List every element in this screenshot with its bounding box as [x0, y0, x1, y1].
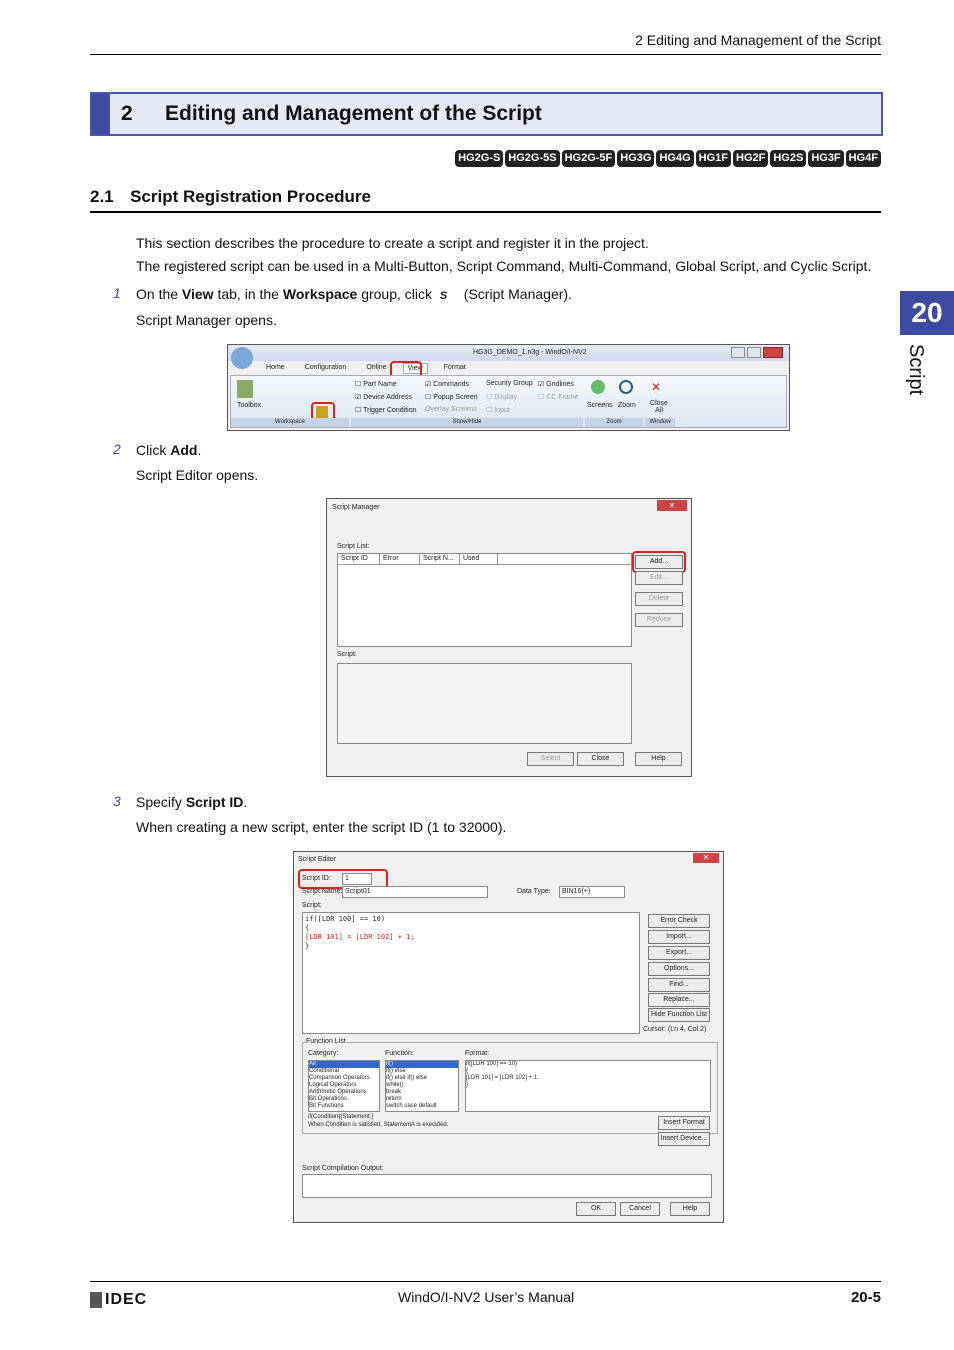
add-button-highlight	[632, 551, 686, 573]
chapter-label: Script	[905, 344, 927, 396]
col-script-id[interactable]: Script ID	[338, 554, 380, 564]
list-item[interactable]: Comparison Operators	[309, 1075, 370, 1081]
page-number: 20-5	[850, 1289, 881, 1306]
model-badge: HG2G-5S	[505, 150, 559, 167]
col-script-name[interactable]: Script N...	[420, 554, 460, 564]
screens-button[interactable]: Screens	[587, 402, 613, 409]
hide-function-list-button[interactable]: Hide Function List	[648, 1008, 710, 1022]
script-manager-icon: S	[439, 290, 448, 302]
code-line: }	[305, 942, 310, 950]
tab-home[interactable]: Home	[266, 364, 285, 371]
list-header	[338, 554, 631, 565]
tab-configuration[interactable]: Configuration	[304, 364, 347, 371]
manual-title: WindO/I-NV2 User’s Manual	[398, 1289, 575, 1305]
data-type-select[interactable]: BIN16(+)	[559, 886, 625, 898]
minimize-icon[interactable]	[731, 347, 745, 358]
list-item[interactable]: Bit Operations	[309, 1096, 348, 1102]
step-1-result: Script Manager opens.	[136, 312, 277, 328]
add-button[interactable]: Add...	[635, 555, 683, 569]
format-label: Format:	[465, 1050, 490, 1057]
script-label: Script:	[337, 651, 357, 658]
dialog-title: Script Manager	[332, 504, 380, 511]
chapter-number: 20	[900, 291, 954, 335]
logo-mark-icon	[90, 1292, 102, 1308]
script-id-input[interactable]: 1	[342, 873, 372, 885]
col-used[interactable]: Used	[460, 554, 498, 564]
list-item[interactable]: All	[309, 1061, 379, 1068]
subsection-number: 2.1	[90, 187, 114, 206]
import-button[interactable]: Import...	[648, 930, 710, 944]
app-button[interactable]	[231, 347, 253, 369]
model-badge: HG3F	[808, 150, 843, 167]
insert-format-button[interactable]: Insert Format	[658, 1116, 710, 1130]
model-badge: HG1F	[696, 150, 731, 167]
script-manager-window	[326, 498, 692, 777]
list-item[interactable]: while()	[386, 1082, 404, 1088]
section-heading	[90, 92, 883, 136]
compilation-output	[302, 1174, 712, 1198]
code-line: [LDR 101] = [LDR 102] + 1;	[305, 933, 415, 941]
script-name-label: Script Name:	[302, 888, 343, 895]
category-list[interactable]	[308, 1060, 380, 1112]
ribbon-window-title: HG3G_DEMO_1.n3g - WindO/I-NV2	[473, 349, 587, 356]
format-line: }	[466, 1082, 469, 1088]
format-line: [LDR 101] = [LDR 102] + 1;	[466, 1075, 539, 1081]
model-badges	[455, 150, 881, 167]
model-badge: HG2G-5F	[562, 150, 616, 167]
screens-icon	[591, 380, 605, 394]
zoom-icon	[619, 380, 633, 394]
format-line: if([LDR 100] == 10)	[466, 1061, 518, 1067]
insert-device-button[interactable]: Insert Device...	[658, 1132, 710, 1146]
cursor-position: Cursor: (Ln 4, Col 2)	[643, 1026, 707, 1033]
check-gridlines[interactable]: ☑ Gridlines	[538, 381, 574, 388]
list-item[interactable]: Conditional	[309, 1068, 340, 1074]
check-device-address[interactable]: ☑ Device Address	[355, 394, 412, 401]
zoom-button[interactable]: Zoom	[618, 402, 636, 409]
check-display[interactable]: ☐ Display	[486, 394, 518, 401]
ribbon-screenshot	[227, 344, 790, 431]
subsection-title: Script Registration Procedure	[130, 187, 371, 206]
group-window: Window	[645, 418, 675, 427]
format-box	[465, 1060, 711, 1112]
close-icon[interactable]: ✕	[657, 500, 687, 511]
maximize-icon[interactable]	[747, 347, 761, 358]
close-all-button[interactable]: Close All	[650, 400, 668, 414]
options-button[interactable]: Options...	[648, 962, 710, 976]
model-badge: HG4G	[656, 150, 693, 167]
script-code-editor[interactable]	[302, 912, 640, 1034]
replace-button[interactable]: Replace...	[648, 993, 710, 1007]
section-bar	[92, 94, 110, 134]
section-title: Editing and Management of the Script	[165, 102, 542, 125]
function-list-label: Function List	[306, 1038, 346, 1045]
script-editor-window	[293, 851, 724, 1223]
ribbon-titlebar	[228, 345, 789, 361]
tab-view[interactable]: View	[403, 363, 428, 374]
check-trigger-condition[interactable]: ☐ Trigger Condition	[355, 407, 417, 414]
intro-line-1: This section describes the procedure to create a script and register it in the project.	[136, 235, 649, 251]
step-number: 3	[113, 793, 121, 809]
running-header: 2 Editing and Management of the Script	[635, 32, 881, 48]
list-item[interactable]: return	[386, 1096, 402, 1102]
edit-button[interactable]: Edit...	[635, 571, 683, 585]
category-label: Category:	[308, 1050, 339, 1057]
check-overlay-screens[interactable]: Overlay Screens	[425, 406, 477, 413]
model-badge: HG3G	[617, 150, 654, 167]
dialog-title: Script Editor	[298, 856, 337, 863]
list-item[interactable]: switch case default	[386, 1103, 437, 1109]
code-line: if([LDR 100] == 10)	[305, 915, 386, 923]
step-2-result: Script Editor opens.	[136, 467, 259, 483]
list-item[interactable]: if() else	[386, 1068, 406, 1074]
check-part-name[interactable]: ☐ Part Name	[355, 381, 397, 388]
group-workspace: Workspace	[231, 418, 349, 427]
export-button[interactable]: Export...	[648, 946, 710, 960]
script-preview	[337, 663, 632, 744]
group-show-hide: Show/Hide	[351, 418, 583, 427]
tab-online[interactable]: Online	[366, 364, 387, 371]
list-item[interactable]: Logical Operators	[309, 1082, 357, 1088]
delete-button[interactable]: Delete	[635, 592, 683, 606]
list-item[interactable]: Arithmetic Operations	[309, 1089, 367, 1095]
col-error[interactable]: Error	[380, 554, 420, 564]
script-list-label: Script List:	[337, 543, 370, 550]
function-list[interactable]	[385, 1060, 459, 1112]
ok-button[interactable]: OK	[576, 1202, 616, 1216]
check-cc-frame[interactable]: ☐ CC Frame	[538, 394, 579, 401]
tab-format[interactable]: Format	[443, 364, 466, 371]
cancel-button[interactable]: Cancel	[620, 1202, 660, 1216]
close-all-icon: ✕	[651, 380, 662, 394]
help-button[interactable]: Help	[670, 1202, 710, 1216]
model-badge: HG2F	[733, 150, 768, 167]
error-check-button[interactable]: Error Check	[648, 914, 710, 928]
subsection-heading	[90, 187, 881, 213]
group-zoom: Zoom	[585, 418, 643, 427]
close-icon[interactable]: ✕	[693, 853, 719, 863]
script-name-input[interactable]: Script01	[342, 886, 488, 898]
list-item[interactable]: if()	[386, 1061, 458, 1068]
data-type-label: Data Type:	[517, 888, 551, 895]
help-button[interactable]: Help	[635, 752, 682, 766]
check-input[interactable]: ☐ Input	[486, 407, 510, 414]
step-3-text: Specify Script ID.	[136, 794, 248, 810]
format-line: {	[466, 1068, 469, 1074]
intro-line-2: The registered script can be used in a Multi-Button, Script Command, Multi-Command, Global Script, and Cyclic Script.	[136, 258, 872, 274]
list-item[interactable]: Bit Functions	[309, 1103, 344, 1109]
toolbox-button[interactable]: Toolbox	[237, 402, 262, 409]
model-badge: HG2S	[770, 150, 806, 167]
select-button[interactable]: Select	[527, 752, 574, 766]
ribbon-tabs	[258, 363, 470, 374]
header-rule	[90, 54, 881, 55]
script-list[interactable]	[337, 553, 632, 647]
check-security-group[interactable]: Security Group	[486, 380, 533, 387]
script-id-label: Script ID:	[302, 875, 331, 882]
code-line: {	[305, 924, 310, 932]
close-button[interactable]: Close	[577, 752, 624, 766]
reduce-button[interactable]: Reduce	[635, 613, 683, 627]
model-badge: HG4F	[846, 150, 881, 167]
function-label: Function:	[385, 1050, 414, 1057]
function-description: When Condition is satisfied, StatementA is executed.	[308, 1122, 449, 1128]
step-1-text: On the View tab, in the Workspace group, click S (Script Manager).	[136, 285, 572, 305]
idec-logo: IDEC	[90, 1291, 147, 1309]
check-popup-screen[interactable]: ☐ Popup Screen	[425, 394, 478, 401]
list-item[interactable]: break	[386, 1089, 402, 1095]
toolbox-icon	[237, 380, 253, 398]
script-label: Script:	[302, 902, 322, 909]
model-badge: HG2G-S	[455, 150, 503, 167]
footer-rule	[90, 1281, 881, 1282]
window-controls	[731, 347, 783, 358]
find-button[interactable]: Find...	[648, 978, 710, 992]
compilation-output-label: Script Compilation Output:	[302, 1165, 384, 1172]
step-2-text: Click Add.	[136, 442, 202, 458]
ribbon-body	[230, 375, 787, 428]
step-number: 2	[113, 441, 121, 457]
function-description: if(Condition){Statement;}	[308, 1114, 374, 1120]
step-3-result: When creating a new script, enter the script ID (1 to 32000).	[136, 819, 507, 835]
list-item[interactable]: if() else if() else	[386, 1075, 428, 1081]
section-number: 2	[121, 102, 133, 125]
step-number: 1	[113, 285, 121, 301]
check-commands[interactable]: ☑ Commands	[425, 381, 470, 388]
close-icon[interactable]	[763, 347, 783, 358]
